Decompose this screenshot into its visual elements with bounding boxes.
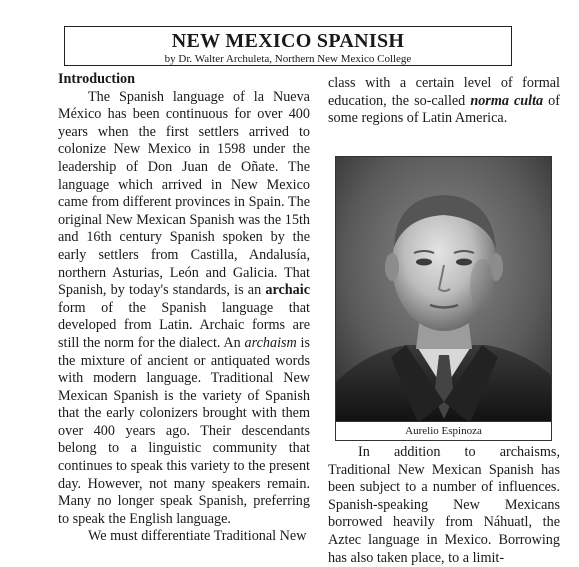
right-column-bottom bbox=[328, 444, 560, 567]
continuation-text-part1: class with a certain level of formal education, the so-called bbox=[328, 75, 560, 109]
portrait-photo bbox=[335, 156, 552, 422]
intro-text-part3: is the mixture of ancient or antiquated words with modern language. Traditional New Mexican Spanish is the variety of Spanish that the early colonizers brought with them over 400 years ago. Their descendants belong to a linguistic community that continues to speak this variety to the present day. However, not many speakers remain. Many no longer speak Spanish, preferring to speak the English language. bbox=[58, 334, 310, 527]
portrait-image bbox=[336, 157, 552, 422]
intro-text-part1: The Spanish language of la Nueva México has been continuous for over 400 years when the first settlers arrived to colonize New Mexico in 1598 under the leadership of Don Juan de Oñate. The language which arrived in New Mexico came from different provinces in Spain. The original New Mexican Spanish was the 15th and 16th century Spanish spoken by the early settlers from Castilla, Andalusía, northern Asturias, León and Galicia. That Spanish, by today's standards, is an bbox=[58, 88, 310, 299]
continuation-text-part2: of some regions of Latin America. bbox=[328, 92, 560, 127]
intro-paragraph bbox=[58, 89, 310, 529]
norma-culta-term: norma culta bbox=[470, 92, 544, 109]
article-byline: by Dr. Walter Archuleta, Northern New Mexico College bbox=[164, 53, 412, 65]
continuation-paragraph bbox=[328, 75, 560, 128]
archaism-term: archaism bbox=[244, 334, 297, 351]
second-paragraph: We must differentiate Traditional New bbox=[88, 528, 307, 545]
article-title: NEW MEXICO SPANISH bbox=[171, 30, 405, 52]
right-column-top bbox=[328, 75, 560, 128]
left-column bbox=[58, 71, 310, 546]
influences-paragraph: In addition to archaisms, Traditional New Mexican Spanish has been subject to a number of influences. Spanish-speaking New Mexicans borrowed heavily from Náhuatl, the Aztec language in Mexico. Borrowing has also taken place, to a limit- bbox=[328, 444, 560, 566]
section-heading: Introduction bbox=[58, 71, 135, 87]
photo-caption: Aurelio Espinoza bbox=[335, 422, 552, 441]
intro-text-part2: form of the Spanish language that developed from Latin. Archaic forms are still the norm for the dialect. An bbox=[58, 299, 310, 351]
title-box bbox=[64, 26, 512, 66]
archaic-term: archaic bbox=[265, 282, 310, 299]
